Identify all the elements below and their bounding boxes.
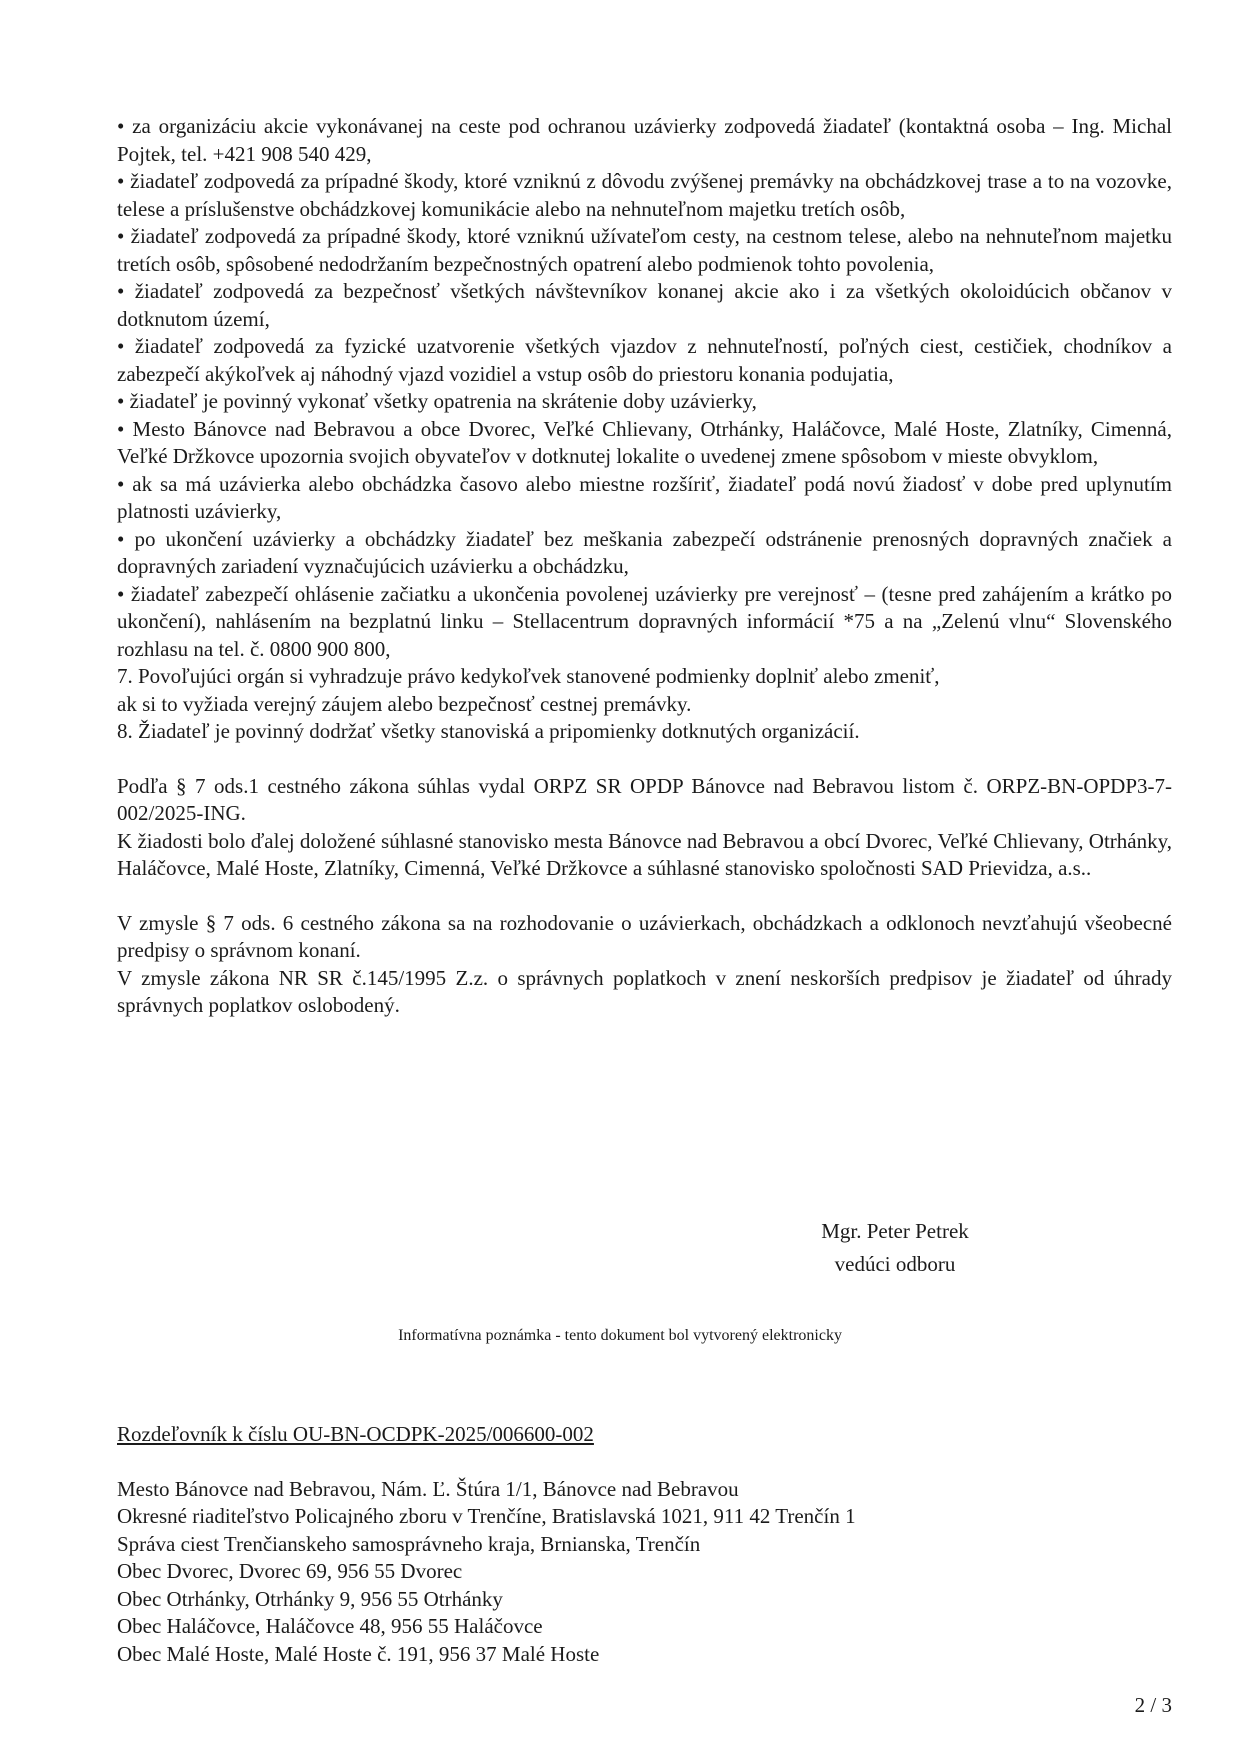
- paragraph-town-consent: K žiadosti bolo ďalej doložené súhlasné stanovisko mesta Bánovce nad Bebravou a obcí Dvorec, Veľké Chlievany, Otrhánky, Haláčovce, Malé Hoste, Zlatníky, Cimenná, Veľké Držkovce a súhlasné stanovisko spoločnosti SAD Prievidza, a.s..: [117, 828, 1172, 880]
- electronic-document-note: Informatívna poznámka - tento dokument bol vytvorený elektronicky: [398, 1327, 842, 1344]
- condition-extension: • ak sa má uzávierka alebo obchádzka časovo alebo miestne rozšíriť, žiadateľ podá novú žiadosť v dobe pred uplynutím platnosti uzávierky,: [117, 471, 1172, 523]
- recipient-item: Obec Malé Hoste, Malé Hoste č. 191, 956 37 Malé Hoste: [117, 1641, 600, 1666]
- distribution-title: Rozdeľovník k číslu OU-BN-OCDPK-2025/006600-002: [117, 1422, 594, 1446]
- condition-detour-damage: • žiadateľ zodpovedá za prípadné škody, ktoré vzniknú z dôvodu zvýšenej premávky na obchádzkovej trase a to na vozovke, telese a príslušenstve obchádzkovej komunikácie alebo na nehnuteľnom majetku tretích osôb,: [117, 169, 1172, 221]
- signature-block: [780, 1215, 1010, 1281]
- spacer: [117, 1449, 1172, 1476]
- spacer: [117, 883, 1172, 910]
- condition-visitor-safety: • žiadateľ zodpovedá za bezpečnosť všetkých návštevníkov konanej akcie ako i za všetkých okoloidúcich občanov v dotknutom území,: [117, 279, 1172, 331]
- paragraph-procedure: V zmysle § 7 ods. 6 cestného zákona sa na rozhodovanie o uzávierkach, obchádzkach a odklonoch nevzťahujú všeobecné predpisy o správnom konaní.: [117, 910, 1172, 962]
- condition-organization: • za organizáciu akcie vykonávanej na ceste pod ochranou uzávierky zodpovedá žiadateľ (kontaktná osoba – Ing. Michal Pojtek, tel. +421 908 540 429,: [117, 114, 1172, 166]
- recipient-item: Obec Otrhánky, Otrhánky 9, 956 55 Otrhánky: [117, 1586, 503, 1611]
- recipient-item: Správa ciest Trenčianskeho samosprávneho kraja, Brnianska, Trenčín: [117, 1531, 701, 1556]
- paragraph-fees: V zmysle zákona NR SR č.145/1995 Z.z. o správnych poplatkoch v znení neskorších predpisov je žiadateľ od úhrady správnych poplatkov oslobodený.: [117, 965, 1172, 1017]
- paragraph-police-consent: Podľa § 7 ods.1 cestného zákona súhlas vydal ORPZ SR OPDP Bánovce nad Bebravou listom č. ORPZ-BN-OPDP3-7-002/2025-ING.: [117, 773, 1172, 825]
- condition-access-closure: • žiadateľ zodpovedá za fyzické uzatvorenie všetkých vjazdov z nehnuteľností, poľných ciest, cestičiek, chodníkov a zabezpečí akýkoľvek aj náhodný vjazd vozidiel a vstup osôb do priestoru konania podujatia,: [117, 334, 1172, 386]
- distribution-list: [117, 1421, 1172, 1668]
- recipient-item: Okresné riaditeľstvo Policajného zboru v Trenčíne, Bratislavská 1021, 911 42 Trenčín 1: [117, 1504, 856, 1528]
- page-number: 2 / 3: [1134, 1693, 1172, 1717]
- recipient-item: Obec Haláčovce, Haláčovce 48, 956 55 Haláčovce: [117, 1614, 543, 1638]
- item-7-line-1: 7. Povoľujúci orgán si vyhradzuje právo kedykoľvek stanovené podmienky doplniť alebo zmeniť,: [117, 664, 940, 688]
- condition-shorten-closure: • žiadateľ je povinný vykonať všetky opatrenia na skrátenie doby uzávierky,: [117, 389, 757, 413]
- condition-road-user-damage: • žiadateľ zodpovedá za prípadné škody, ktoré vzniknú užívateľom cesty, na cestnom telese, alebo na nehnuteľnom majetku tretích osôb, spôsobené nedodržaním bezpečnostných opatrení alebo podmienok tohto povolenia,: [117, 224, 1172, 276]
- item-7-line-2: ak si to vyžiada verejný záujem alebo bezpečnosť cestnej premávky.: [117, 691, 692, 716]
- recipient-list: [117, 1476, 1172, 1669]
- signatory-name: Mgr. Peter Petrek: [821, 1219, 969, 1243]
- recipient-item: Mesto Bánovce nad Bebravou, Nám. Ľ. Štúra 1/1, Bánovce nad Bebravou: [117, 1476, 739, 1501]
- condition-public-announcement: • žiadateľ zabezpečí ohlásenie začiatku a ukončenia povolenej uzávierky pre verejnosť – (tesne pred zahájením a krátko po ukončení), nahlásením na bezplatnú linku – Stellacentrum dopravných informácií *75 a na „Zelenú vlnu“ Slovenského rozhlasu na tel. č. 0800 900 800,: [117, 581, 1172, 661]
- signatory-title: vedúci odboru: [834, 1252, 956, 1276]
- condition-resident-notice: • Mesto Bánovce nad Bebravou a obce Dvorec, Veľké Chlievany, Otrhánky, Haláčovce, Malé Hoste, Zlatníky, Cimenná, Veľké Držkovce upozornia svojich obyvateľov v dotknutej lokalite o uvedenej zmene spôsobom v mieste obvyklom,: [117, 416, 1172, 468]
- item-8: 8. Žiadateľ je povinný dodržať všetky stanoviská a pripomienky dotknutých organizácií.: [117, 719, 860, 743]
- spacer: [117, 746, 1172, 773]
- condition-sign-removal: • po ukončení uzávierky a obchádzky žiadateľ bez meškania zabezpečí odstránenie prenosných dopravných značiek a dopravných zariadení vyznačujúcich uzávierku a obchádzku,: [117, 526, 1172, 578]
- document-body: [117, 113, 1172, 1020]
- recipient-item: Obec Dvorec, Dvorec 69, 956 55 Dvorec: [117, 1559, 463, 1583]
